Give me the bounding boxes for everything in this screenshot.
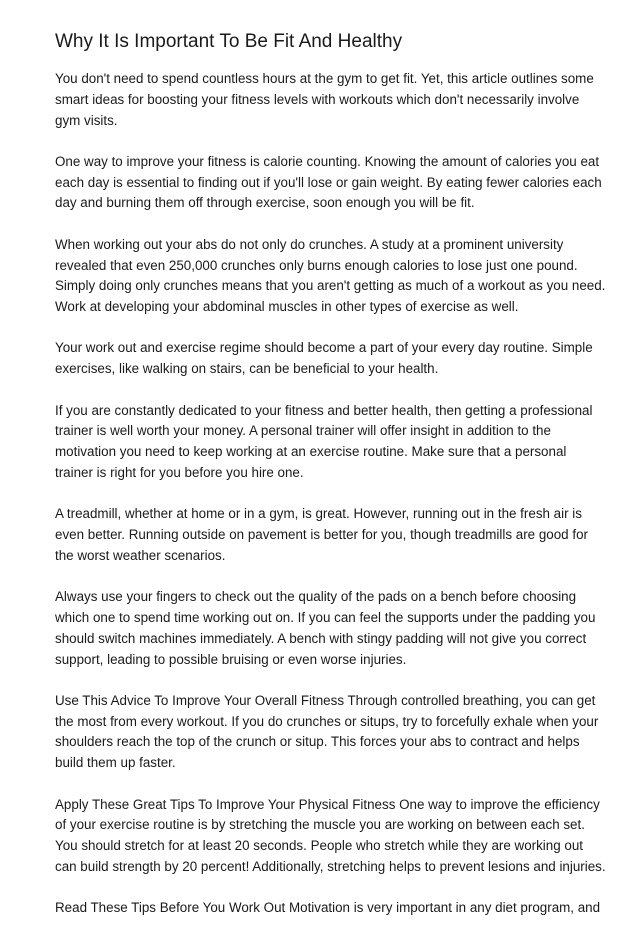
text-line: motivation you need to keep working at an exercise routine. Make sure that a personal <box>55 444 567 460</box>
paragraph <box>55 691 599 774</box>
text-line: build them up faster. <box>55 755 176 771</box>
text-line: revealed that even 250,000 crunches only burns enough calories to lose just one pound. <box>55 257 578 273</box>
text-line: Use This Advice To Improve Your Overall Fitness Through controlled breathing, you can get <box>55 692 596 708</box>
paragraph <box>55 504 595 566</box>
paragraph <box>55 235 606 318</box>
text-line: shoulders reach the top of the crunch or situp. This forces your abs to contract and helps <box>55 734 580 750</box>
text-line: should switch machines immediately. A bench with stingy padding will not give you correct <box>55 630 587 646</box>
text-line: When working out your abs do not only do crunches. A study at a prominent university <box>55 236 564 252</box>
text-line: Always use your fingers to check out the quality of the pads on a bench before choosing <box>55 589 577 605</box>
text-line: trainer is right for you before you hire one. <box>55 464 304 480</box>
text-line: exercises, like walking on stairs, can be beneficial to your health. <box>55 361 439 377</box>
paragraph <box>55 795 606 878</box>
text-line: which one to spend time working out on. If you can feel the supports under the padding you <box>55 609 596 625</box>
text-line: A treadmill, whether at home or in a gym, is great. However, running out in the fresh air is <box>55 506 582 522</box>
text-line: You don't need to spend countless hours at the gym to get fit. Yet, this article outlines some <box>55 71 594 86</box>
article-body <box>55 69 606 940</box>
text-line: the most from every workout. If you do crunches or situps, try to forcefully exhale when your <box>55 713 599 729</box>
text-line: of your exercise routine is by stretching the muscle you are working on between each set. <box>55 817 585 833</box>
paragraph <box>55 338 595 380</box>
paragraph <box>55 587 595 670</box>
text-line: Your work out and exercise regime should become a part of your every day routine. Simple <box>55 340 593 356</box>
text-line: Simply doing only crunches means that you aren't getting as much of a workout as you need. <box>55 278 606 294</box>
text-line: each day is essential to finding out if you'll lose or gain weight. By eating fewer calories each <box>55 174 602 190</box>
text-line: smart ideas for boosting your fitness levels with workouts which don't necessarily involve <box>55 91 580 107</box>
paragraph <box>55 401 595 484</box>
paragraph <box>55 898 601 919</box>
text-line: can build strength by 20 percent! Additionally, stretching helps to prevent lesions and injuries. <box>55 858 606 874</box>
text-line: support, leading to possible bruising or even worse injuries. <box>55 651 407 667</box>
text-line: trainer is well worth your money. A personal trainer will offer insight in addition to the <box>55 423 551 439</box>
text-line: Read These Tips Before You Work Out Motivation is very important in any diet program, and <box>55 900 601 916</box>
text-line: If you are constantly dedicated to your fitness and better health, then getting a professional <box>55 402 593 418</box>
text-line: even better. Running outside on pavement is better for you, though treadmills are good for <box>55 527 588 543</box>
text-line: You should stretch for at least 20 seconds. People who stretch while they are working out <box>55 838 583 854</box>
text-line: the worst weather scenarios. <box>55 547 226 563</box>
text-line: Work at developing your abdominal muscles in other types of exercise as well. <box>55 299 519 315</box>
paragraph <box>55 152 602 214</box>
text-line: One way to improve your fitness is calorie counting. Knowing the amount of calories you eat <box>55 153 600 169</box>
text-line: day and burning them off through exercise, soon enough you will be fit. <box>55 195 475 211</box>
page-title: Why It Is Important To Be Fit And Healthy <box>55 31 403 52</box>
text-line: gym visits. <box>55 112 118 128</box>
paragraph <box>55 69 595 131</box>
text-line: Apply These Great Tips To Improve Your Physical Fitness One way to improve the efficiency <box>55 796 600 812</box>
